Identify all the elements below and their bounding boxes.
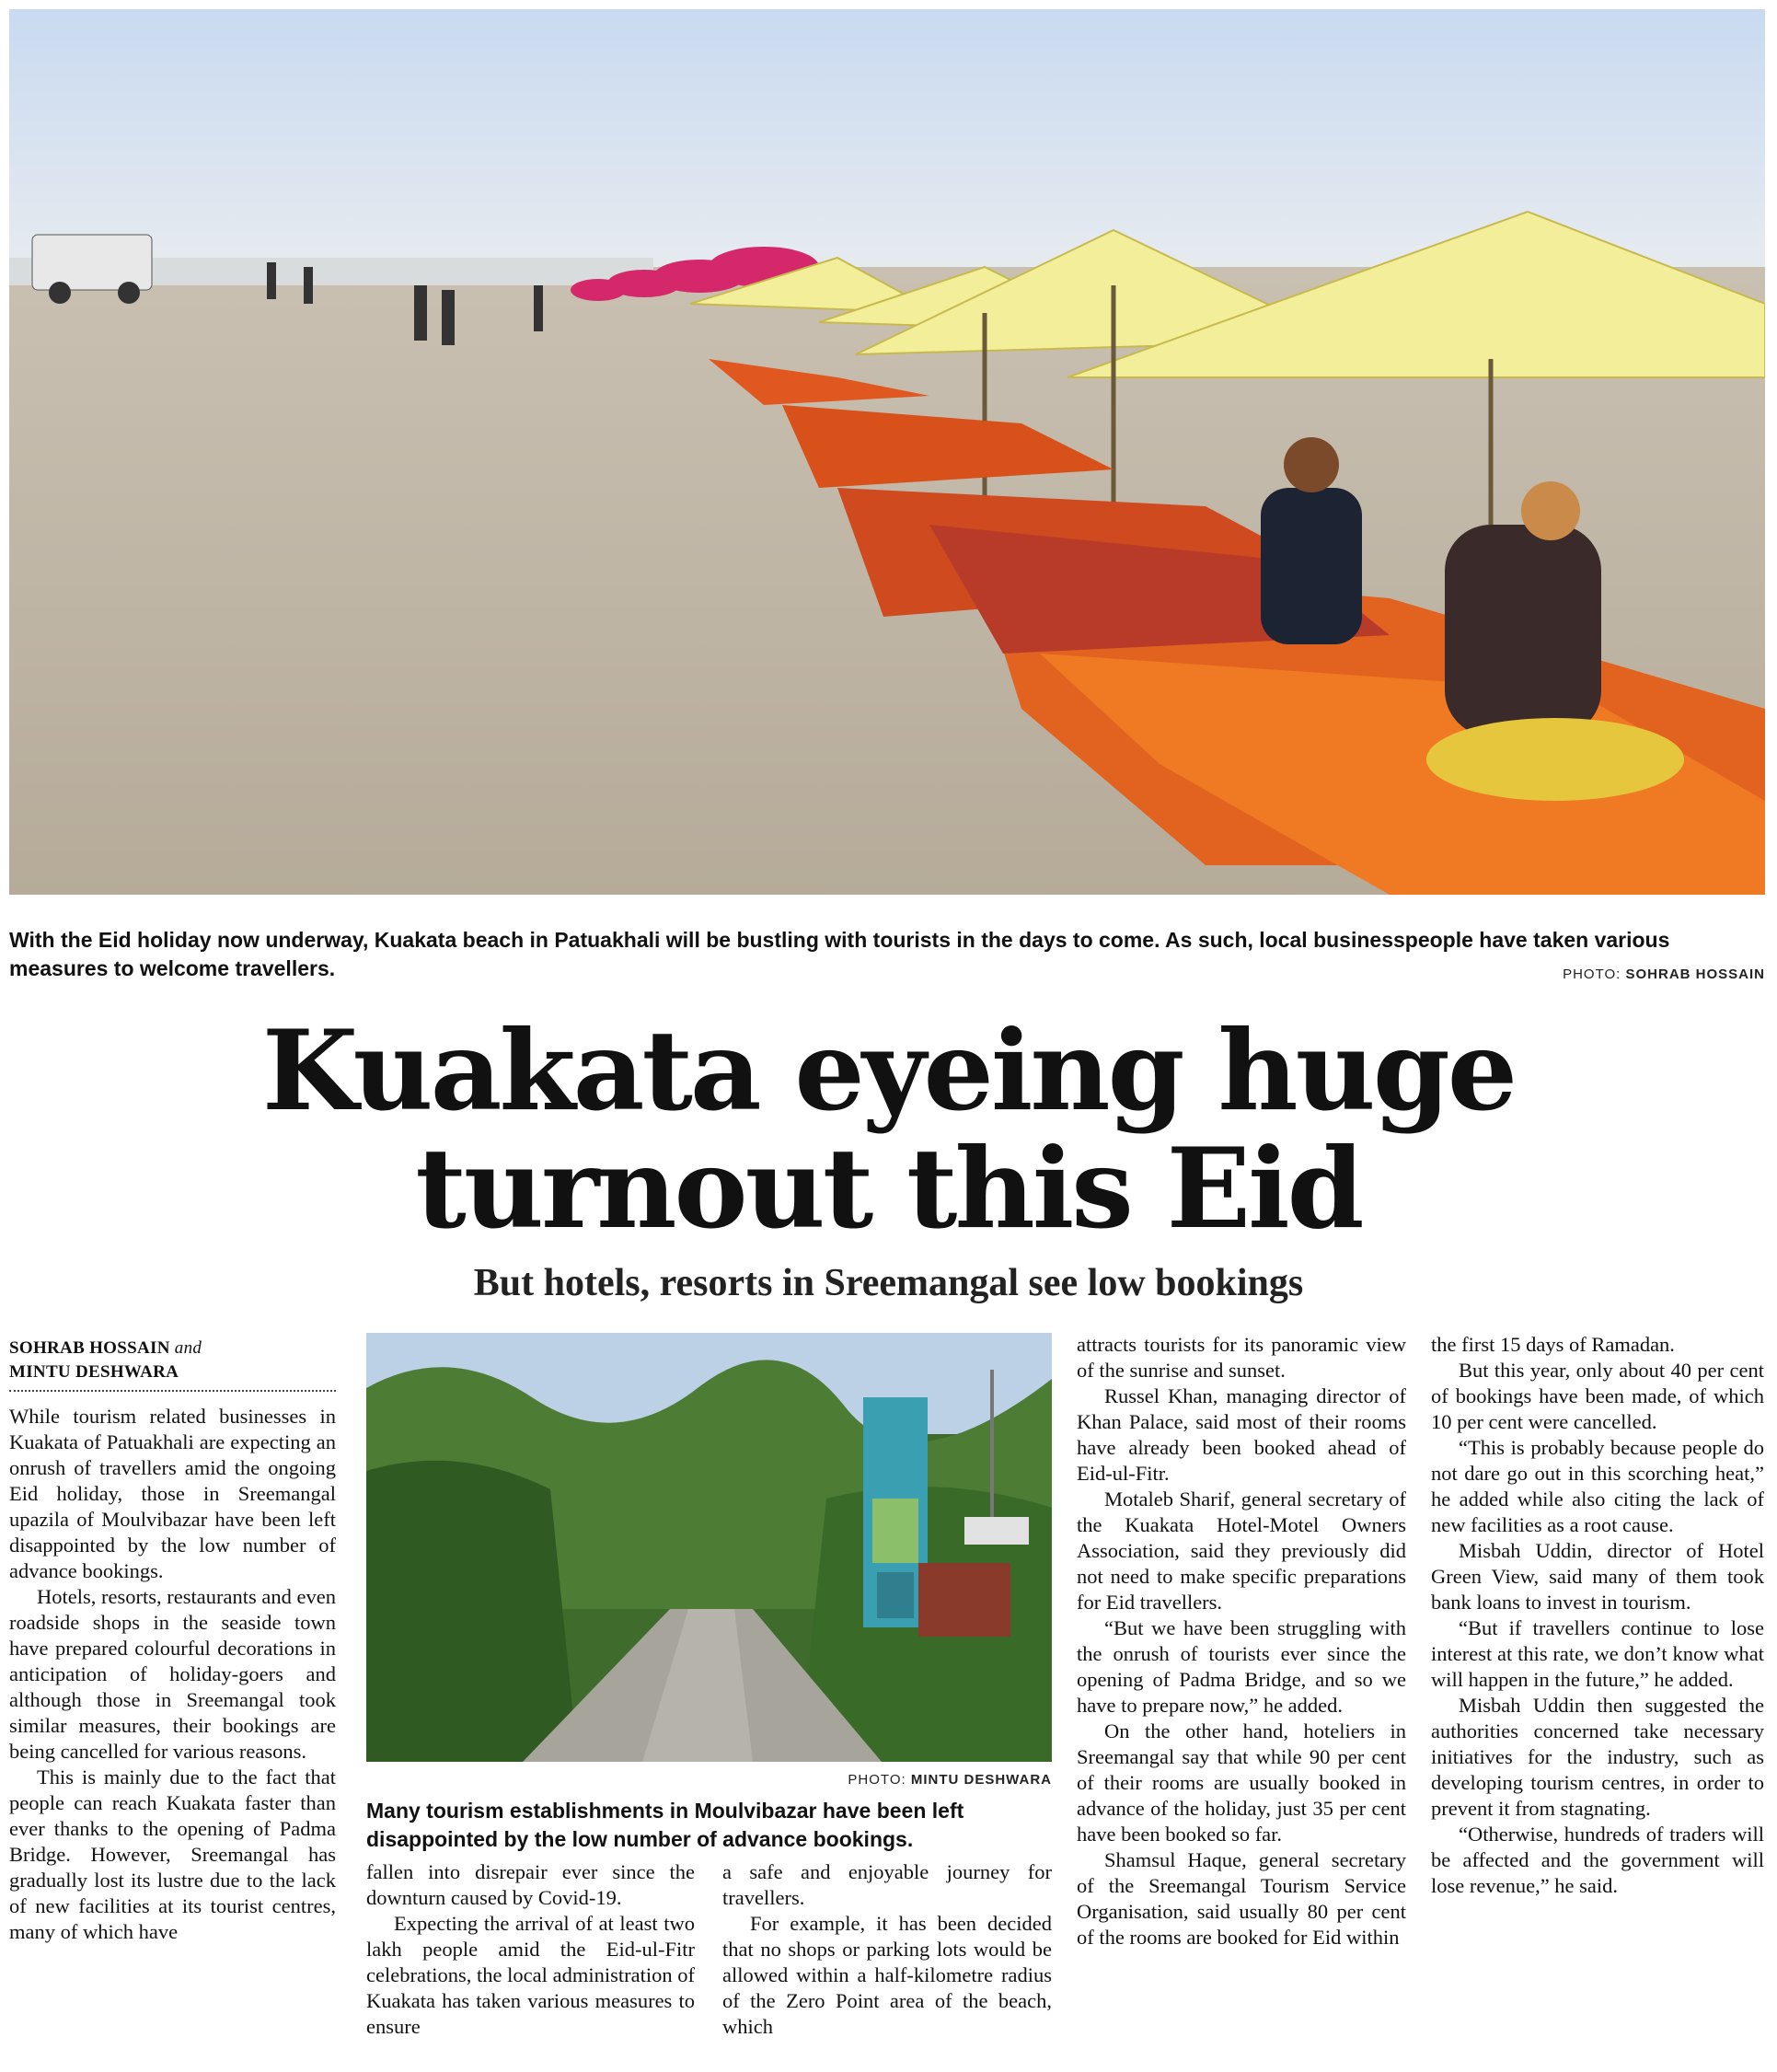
paragraph: Misbah Uddin then suggested the authorities concerned take necessary initiatives for the industry, such as developing tourism centres, in order to prevent it from stagnating. [1431, 1694, 1764, 1820]
byline-conjunction: and [174, 1338, 202, 1358]
headline-line-1: Kuakata eyeing huge [261, 1006, 1516, 1136]
author-2: MINTU DESHWARA [9, 1362, 179, 1382]
credit-name: SOHRAB HOSSAIN [1625, 967, 1765, 982]
paragraph: “This is probably because people do not dare go out in this scorching heat,” he added while also citing the lack of new facilities as a root cause. [1431, 1436, 1764, 1536]
beach-photo [9, 9, 1765, 895]
subheadline: But hotels, resorts in Sreemangal see low bookings [473, 1262, 1304, 1304]
paragraph: “Otherwise, hundreds of traders will be affected and the government will lose revenue,” he said. [1431, 1823, 1764, 1897]
paragraph: “But if travellers continue to lose interest at this rate, we don’t know what will happen in the future,” he added. [1431, 1616, 1764, 1691]
paragraph: fallen into disrepair ever since the downturn caused by Covid-19. [366, 1860, 695, 1909]
forest-road-photo [366, 1333, 1052, 1762]
paragraph: attracts tourists for its panoramic view of the sunrise and sunset. [1077, 1333, 1406, 1382]
article-column-5 [1431, 1332, 1764, 1899]
credit-label: PHOTO: [848, 1772, 906, 1788]
credit-name: MINTU DESHWARA [910, 1772, 1052, 1788]
credit-label: PHOTO: [1563, 967, 1621, 982]
article-column-1 [9, 1404, 336, 1945]
paragraph: Misbah Uddin, director of Hotel Green View, said many of them took bank loans to invest in tourism. [1431, 1539, 1764, 1614]
paragraph: While tourism related businesses in Kuakata of Patuakhali are expecting an onrush of travellers amid the ongoing Eid holiday, those in Sreemangal upazila of Moulvibazar have been left disappointed by the low number of advance bookings. [9, 1405, 336, 1582]
paragraph: a safe and enjoyable journey for travellers. [722, 1860, 1052, 1909]
paragraph: Hotels, resorts, restaurants and even roadside shops in the seaside town have prepared colourful decorations in anticipation of holiday-goers and although those in Sreemangal took similar measures, their bookings are being cancelled for various reasons. [9, 1585, 336, 1763]
paragraph: Shamsul Haque, general secretary of the Sreemangal Tourism Service Organisation, said usually 80 per cent of the rooms are booked for Eid within [1077, 1848, 1406, 1949]
byline [9, 1337, 336, 1384]
headline [0, 1006, 1777, 1254]
mid-photo-caption: Many tourism establishments in Moulvibazar have been left disappointed by the low number of advance bookings. [366, 1799, 964, 1851]
paragraph: “But we have been struggling with the onrush of tourists ever since the opening of Padma Bridge, and so we have to prepare now,” he added. [1077, 1616, 1406, 1717]
paragraph: the first 15 days of Ramadan. [1431, 1333, 1675, 1356]
paragraph: Expecting the arrival of at least two lakh people amid the Eid-ul-Fitr celebrations, the local administration of Kuakata has taken various measures to ensure [366, 1912, 695, 2038]
top-photo-credit [1491, 967, 1765, 982]
author-1: SOHRAB HOSSAIN [9, 1338, 170, 1358]
article-column-2 [366, 1859, 695, 2040]
headline-line-2: turnout this Eid [415, 1124, 1362, 1254]
article-column-3 [722, 1859, 1052, 2040]
mid-photo-credit [810, 1772, 1052, 1788]
paragraph: For example, it has been decided that no shops or parking lots would be allowed within a half-kilometre radius of the Zero Point area of the beach, which [722, 1912, 1052, 2038]
paragraph: On the other hand, hoteliers in Sreemangal say that while 90 per cent of their rooms are usually booked in advance of the holiday, just 35 per cent have been booked so far. [1077, 1719, 1406, 1846]
article-column-4 [1077, 1332, 1406, 1950]
paragraph: But this year, only about 40 per cent of bookings have been made, of which 10 per cent were cancelled. [1431, 1359, 1764, 1433]
byline-divider [9, 1390, 336, 1392]
top-photo-caption: With the Eid holiday now underway, Kuakata beach in Patuakhali will be bustling with tourists in the days to come. As such, local businesspeople have taken various measures to welcome travellers. [9, 928, 1670, 980]
paragraph: This is mainly due to the fact that people can reach Kuakata faster than ever thanks to the opening of Padma Bridge. However, Sreemangal has gradually lost its lustre due to the lack of new facilities at its tourist centres, many of which have [9, 1765, 336, 1943]
paragraph: Russel Khan, managing director of Khan Palace, said most of their rooms have already been booked ahead of Eid-ul-Fitr. [1077, 1384, 1406, 1485]
paragraph: Motaleb Sharif, general secretary of the Kuakata Hotel-Motel Owners Association, said they previously did not need to make specific preparations for Eid travellers. [1077, 1487, 1406, 1614]
